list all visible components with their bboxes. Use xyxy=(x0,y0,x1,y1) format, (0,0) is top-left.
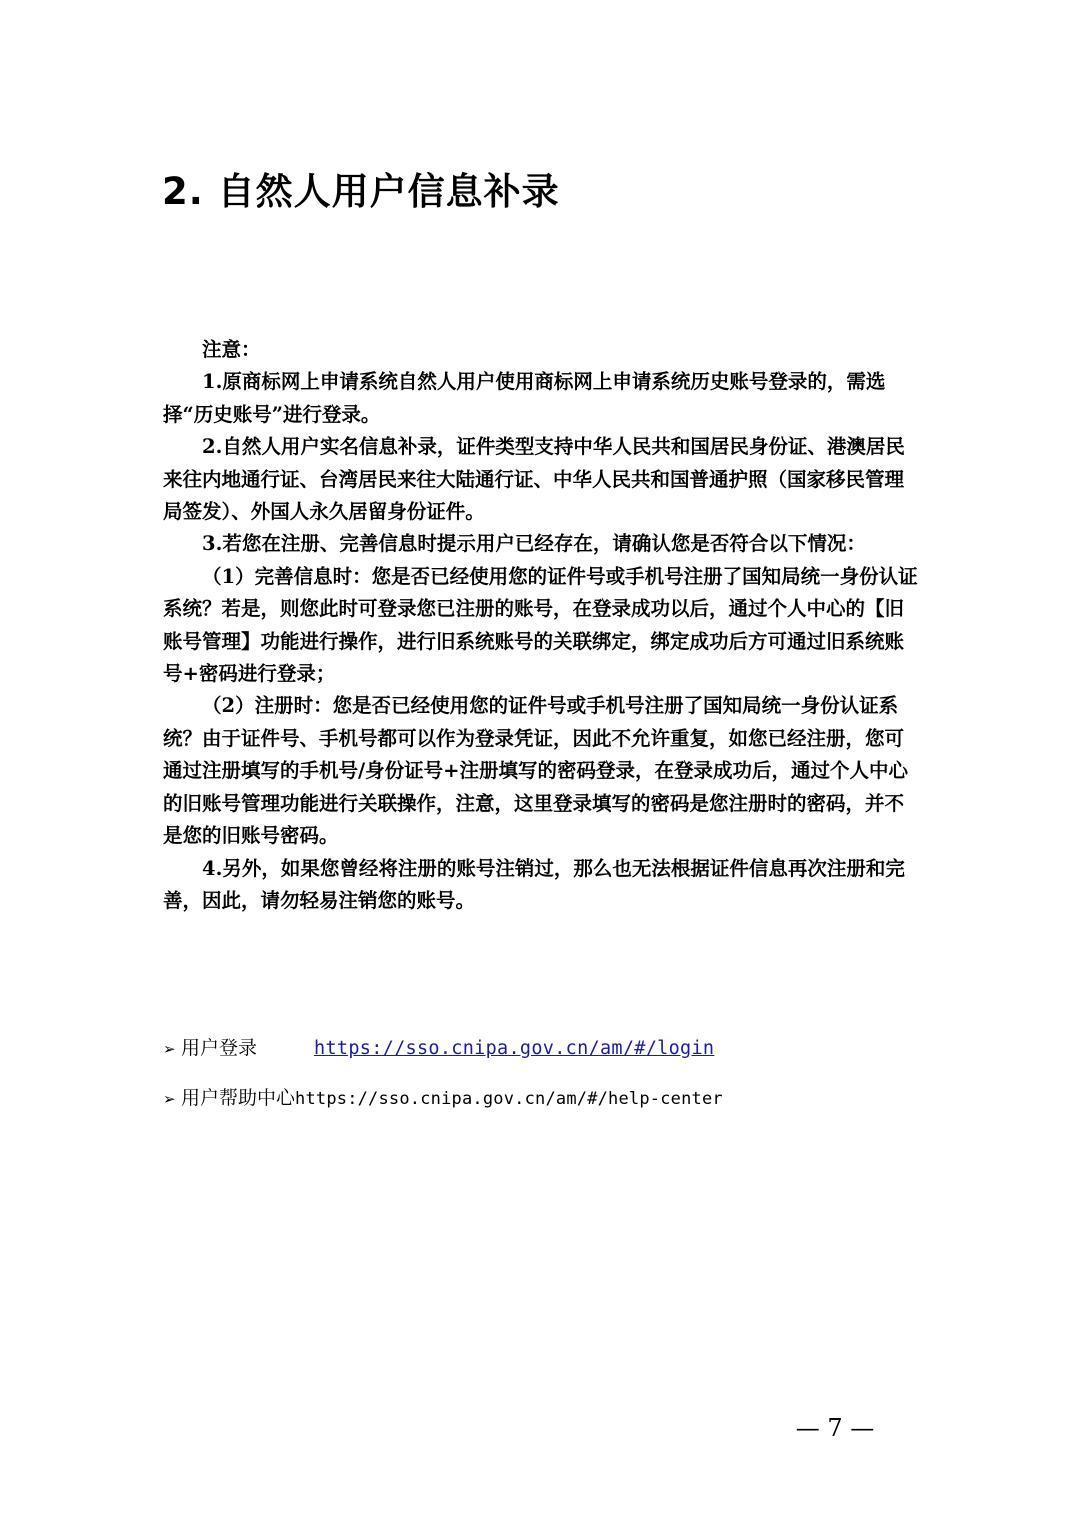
page-number: — 7 — xyxy=(795,1414,875,1442)
login-url-link[interactable]: https://sso.cnipa.gov.cn/am/#/login xyxy=(314,1038,715,1059)
help-center-row xyxy=(163,1084,963,1113)
help-center-url: https://sso.cnipa.gov.cn/am/#/help-center xyxy=(295,1089,723,1109)
notice-paragraph-4: 4.另外，如果您曾经将注册的账号注销过，那么也无法根据证件信息再次注册和完善，因此，请勿轻易注销您的账号。 xyxy=(163,856,905,912)
notice-paragraph-3-case-1: （1）完善信息时：您是否已经使用您的证件号或手机号注册了国知局统一身份认证系统？若是，则您此时可登录您已注册的账号，在登录成功以后，通过个人中心的【旧账号管理】功能进行操作，进行旧系统账号的关联绑定，绑定成功后方可通过旧系统账号+密码进行登录； xyxy=(163,564,918,686)
notice-paragraph-3-case-2: （2）注册时：您是否已经使用您的证件号或手机号注册了国知局统一身份认证系统？由于证件号、手机号都可以作为登录凭证，因此不允许重复，如您已经注册，您可通过注册填写的手机号/身份证号+注册填写的密码登录，在登录成功后，通过个人中心的旧账号管理功能进行关联操作，注意，这里登录填写的密码是您注册时的密码，并不是您的旧账号密码。 xyxy=(163,694,908,848)
login-link-label: 用户登录 xyxy=(181,1037,258,1059)
notice-paragraph-2: 2.自然人用户实名信息补录，证件类型支持中华人民共和国居民身份证、港澳居民来往内地通行证、台湾居民来往大陆通行证、中华人民共和国普通护照（国家移民管理局签发）、外国人永久居留身份证件。 xyxy=(163,435,905,524)
arrow-bullet-icon: ➢ xyxy=(163,1040,176,1058)
help-center-label: 用户帮助中心 xyxy=(181,1087,296,1109)
section-heading: 2. 自然人用户信息补录 xyxy=(162,170,560,213)
login-link-row xyxy=(163,1034,963,1063)
notice-block xyxy=(163,334,923,917)
notice-paragraph-3: 3.若您在注册、完善信息时提示用户已经存在，请确认您是否符合以下情况： xyxy=(202,532,866,556)
notice-label: 注意： xyxy=(202,338,261,361)
arrow-bullet-icon: ➢ xyxy=(163,1090,176,1108)
notice-paragraph-1: 1.原商标网上申请系统自然人用户使用商标网上申请系统历史账号登录的，需选择“历史账号”进行登录。 xyxy=(163,370,886,426)
